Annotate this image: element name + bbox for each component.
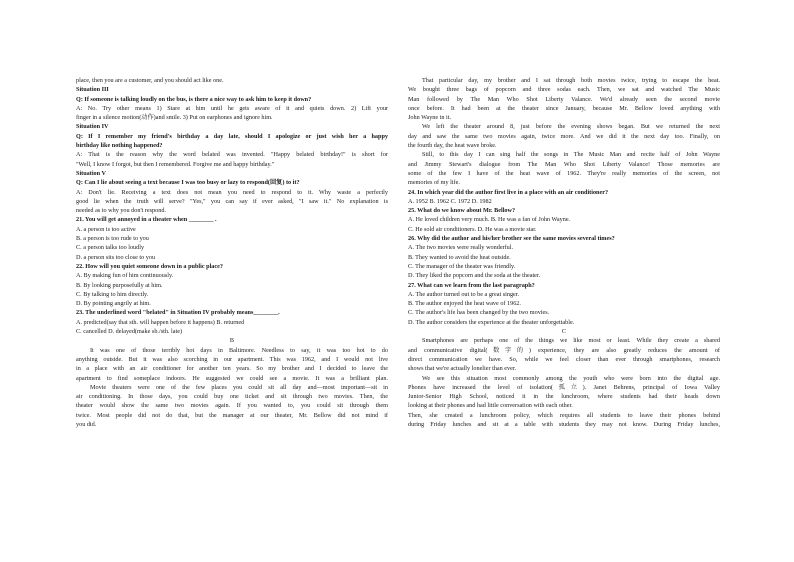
- bold-text-line: 27. What can we learn from the last paragraph?: [408, 281, 535, 289]
- text-line: A. a person is too active: [76, 225, 136, 233]
- text-line: and Jimmy Stewart's dialogue from The Man Who Shot Liberty Valance! Those memories are: [408, 160, 720, 168]
- bold-text-line: 22. How will you quiet someone down in a public place?: [76, 262, 223, 270]
- text-line: D. By pointing angrily at him.: [76, 300, 151, 308]
- bold-text-line: Q: If I remember my friend's birthday a day late, should I apologize or just wish her a happy: [76, 132, 388, 140]
- bold-text-line: Situation IV: [76, 123, 109, 131]
- text-line: We left the theater around 8, just before the evening shows began. But we returned the next: [422, 123, 720, 131]
- text-line: Man followed by The Man Who Shot Liberty Valance. We'd already seen the second movie: [408, 95, 720, 103]
- text-line: looking at their phones and had little conversation with each other.: [408, 402, 573, 410]
- text-line: A: No. Try other means 1) Stare at him until he gets aware of it and quiets down. 2) Lift your: [76, 104, 388, 112]
- text-line: direct communication we have. So, while we feel closer than ever through smartphones, research: [408, 355, 720, 363]
- text-line: That particular day, my brother and I sat through both movies twice, trying to escape the heat.: [422, 77, 720, 84]
- text-line: C. The manager of the theater was friendly.: [408, 262, 516, 270]
- text-line: A: Don't lie. Receiving a text does not mean you need to respond to it. Why waste a perfectly: [76, 188, 388, 196]
- section-letter: B: [229, 337, 235, 345]
- text-line: A. He loved children very much. B. He was a fan of John Wayne.: [408, 216, 571, 224]
- bold-text-line: Situation V: [76, 169, 106, 177]
- text-line: "Well, I know I forgot, but then I remembered. Forgive me and happy birthday.": [76, 160, 275, 168]
- text-line: anything outside. But it was also scorching in our apartment. This was 1962, and I would not live: [76, 355, 388, 363]
- text-line: needed as to why you don't respond.: [76, 207, 166, 215]
- text-line: A. By making fun of him continuously.: [76, 272, 174, 280]
- text-line: Phones have increased the level of isolation(孤立). Janet Behrens, principal of Iowa Valley: [408, 383, 720, 391]
- bold-text-line: Situation III: [76, 86, 109, 94]
- text-line: during Friday lunches and sit at a table with students they may not know. During Friday lunches,: [408, 420, 720, 428]
- text-line: some of the few I have of the heat wave of 1962. They're really memories of the screen, not: [408, 169, 720, 177]
- bold-text-line: Q: If someone is talking loudly on the bus, is there a nice way to ask him to keep it down?: [76, 95, 312, 103]
- text-line: Movie theaters were one of the few places you could sit all day and—most important—sit in: [90, 383, 388, 391]
- text-line: B. By looking purposefully at him.: [76, 281, 163, 289]
- text-line: apartment to find someplace indoors. He suggested we could see a movie. It was a brilliant plan.: [76, 374, 388, 382]
- text-line: B. They wanted to avoid the heat outside.: [408, 253, 511, 261]
- bold-text-line: 21. You will get annoyed in a theater when ________ .: [76, 216, 217, 224]
- text-line: A: That is the reason why the word belated was invented. "Happy belated birthday!" is short for: [76, 151, 388, 159]
- bold-text-line: birthday like nothing happened?: [76, 142, 163, 150]
- text-line: air conditioning. In those days, you could buy one ticket and sit through two movies. Then, the: [76, 393, 388, 401]
- text-line: C. cancelled D. delayed(make sb./sth. late): [76, 328, 183, 336]
- bold-text-line: 26. Why did the author and his/her brother see the same movies several times?: [408, 235, 615, 243]
- text-line: in a place with an air conditioner for another ten years. So my brother and I decided to leave the: [76, 365, 388, 373]
- bold-text-line: 23. The underlined word "belated" in Situation IV probably means________.: [76, 309, 280, 317]
- text-line: It was one of those terribly hot days in Baltimore. Needless to say, it was too hot to do: [90, 346, 388, 354]
- text-line: theater would show the same two movies again. If you wanted to, you could sit through them: [76, 402, 388, 410]
- text-line: memories of my life.: [408, 179, 460, 187]
- text-line: A. 1952 B. 1962 C. 1972 D. 1982: [408, 197, 492, 205]
- text-line: C. By talking to him directly.: [76, 290, 149, 298]
- text-line: A. predicted(say that sth. will happen before it happens) B. returned: [76, 318, 245, 326]
- bold-text-line: Q: Can I lie about seeing a text because I was too busy or lazy to respond(回复) to it?: [76, 179, 300, 187]
- text-line: the fourth day, the heat wave broke.: [408, 142, 497, 150]
- bold-text-line: 24. In which year did the author first live in a place with an air conditioner?: [408, 188, 609, 196]
- text-line: D. The author considers the experience at the theater unforgettable.: [408, 318, 575, 326]
- text-line: A. The author turned out to be a great singer.: [408, 290, 520, 298]
- left-column: [76, 76, 388, 429]
- text-line: twice. Most people did not do that, but the manager at our theater, Mr. Bellow did not mind if: [76, 411, 388, 419]
- text-line: you did.: [76, 420, 97, 428]
- text-line: C. a person talks too loudly: [76, 244, 145, 252]
- text-line: Still, to this day I can sing half the songs in The Music Man and recite half of John Wayne: [422, 151, 720, 159]
- text-line: B. a person is too rude to you: [76, 235, 149, 243]
- text-line: and communicative digital(数字的) experience, they are also greatly reduces the amount of: [408, 346, 720, 354]
- text-line: C. He sold air conditioners. D. He was a movie star.: [408, 225, 537, 233]
- bold-text-line: 25. What do we know about Mr. Bellow?: [408, 207, 516, 215]
- text-line: We bought three bags of popcorn and three sodas each. Then, we sat and watched The Music: [408, 86, 720, 94]
- text-line: good lie when the truth will serve? "Yes," you can say if ever asked, "I saw it." No explanation is: [76, 197, 388, 205]
- text-line: place, then you are a customer, and you should act like one.: [76, 77, 224, 84]
- text-line: John Wayne in it.: [408, 114, 452, 122]
- text-line: day and saw the same two movies again, twice more. And we did it the next day too. Finally, on: [408, 132, 720, 140]
- right-column: [408, 76, 720, 429]
- text-line: once before. It had been at the theater since January, because Mr. Bellow loved anything with: [408, 104, 720, 112]
- text-line: Then, she created a lunchroom policy, which requires all students to leave their phones behind: [408, 411, 720, 419]
- text-line: We see this situation most commonly among the youth who were born into the digital age.: [422, 374, 720, 382]
- text-line: finger in a silence motion(动作)and smile. 3) Put on earphones and ignore him.: [76, 114, 273, 122]
- text-line: Smartphones are perhaps one of the things we like most or least. While they create a shared: [422, 337, 720, 345]
- text-line: shows that we're actually lonelier than ever.: [408, 365, 517, 373]
- text-line: D. They liked the popcorn and the soda at the theater.: [408, 272, 541, 280]
- text-line: C. The author's life has been changed by the two movies.: [408, 309, 550, 317]
- section-letter: C: [561, 328, 567, 336]
- text-line: D. a person sits too close to you: [76, 253, 156, 261]
- text-line: A. The two movies were really wonderful.: [408, 244, 514, 252]
- text-line: B. The author enjoyed the heat wave of 1962.: [408, 300, 521, 308]
- text-line: Junior-Senior High School, noticed it in the lunchroom, where students had their heads down: [408, 393, 720, 401]
